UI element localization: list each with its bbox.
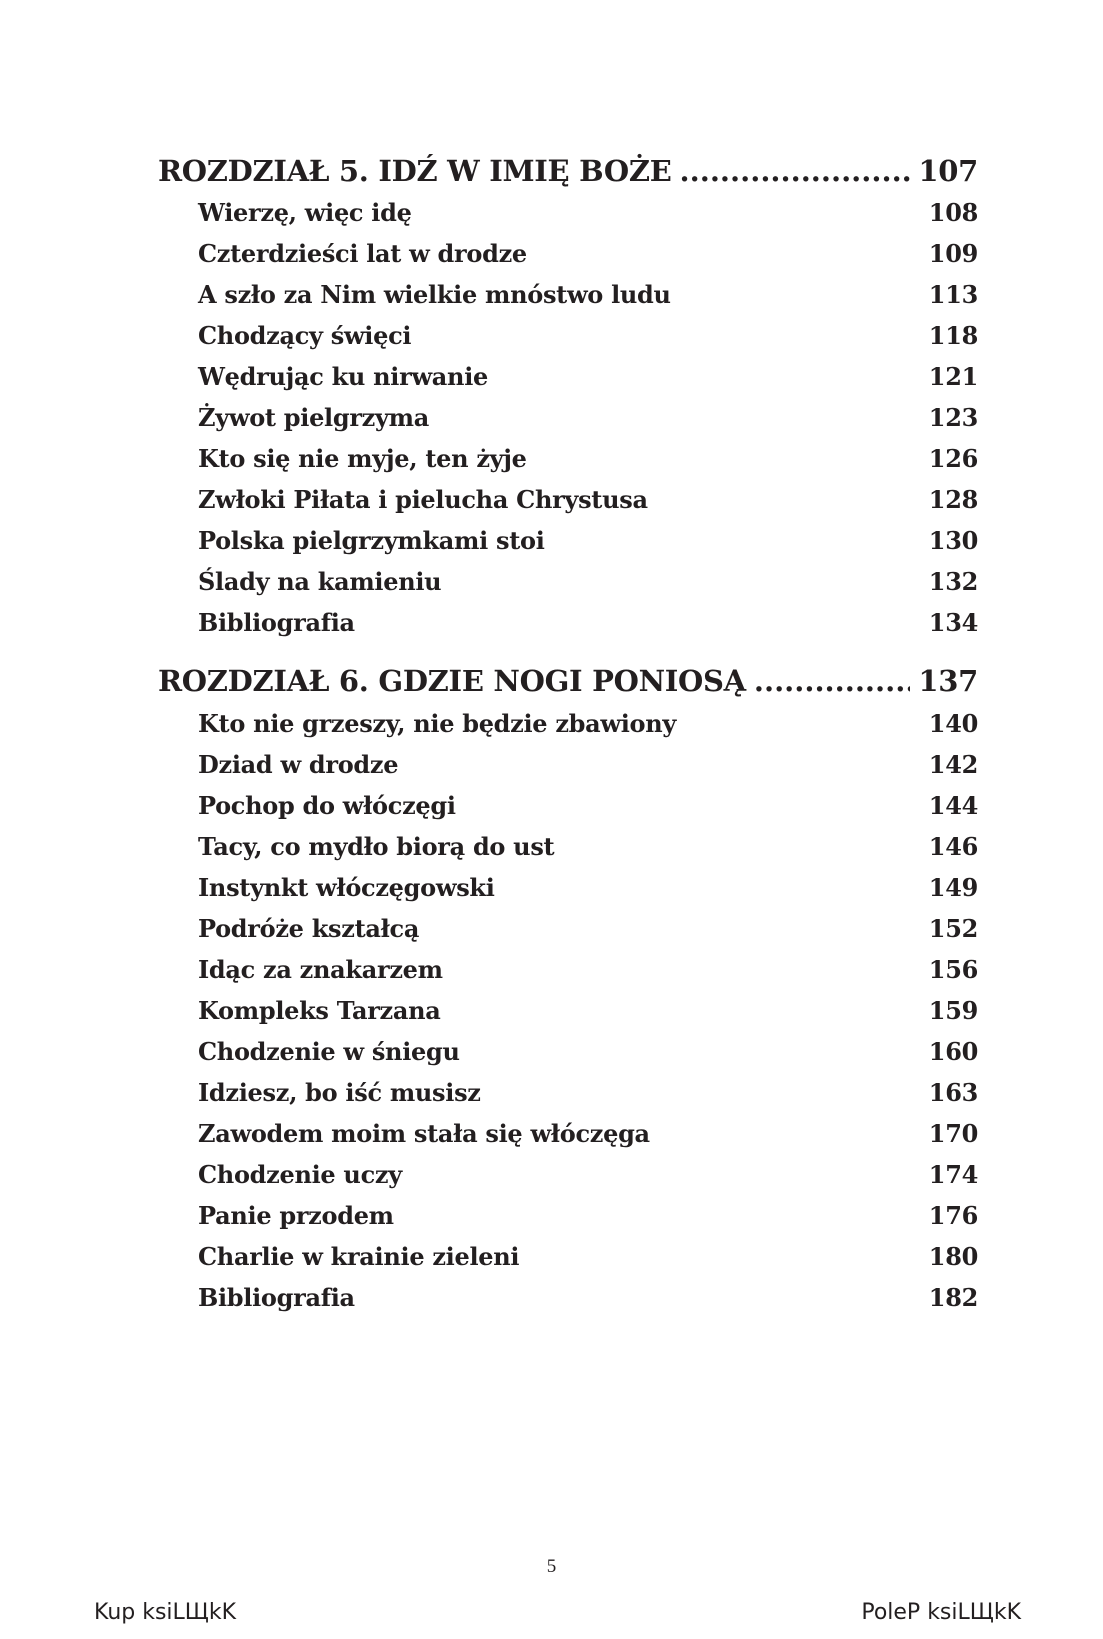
toc-entry[interactable] — [198, 567, 978, 603]
toc-entry[interactable] — [198, 1283, 978, 1319]
toc-entry[interactable] — [198, 485, 978, 521]
entry-page-number: 144 — [928, 791, 978, 820]
recommend-book-link[interactable]: PoleP ksiLЩkK — [861, 1600, 1021, 1625]
entry-page-number: 108 — [928, 198, 978, 227]
entry-page-number: 159 — [928, 996, 978, 1025]
dot-leader — [754, 664, 910, 698]
entry-page-number: 132 — [928, 567, 978, 596]
toc-entry[interactable] — [198, 832, 978, 868]
toc-entry[interactable] — [198, 526, 978, 562]
page-number: 5 — [546, 1556, 557, 1577]
toc-entry[interactable] — [198, 280, 978, 316]
toc-entry[interactable] — [198, 1078, 978, 1114]
chapter-title: ROZDZIAŁ 6. GDZIE NOGI PONIOSĄ — [158, 664, 746, 698]
toc-entry[interactable] — [198, 321, 978, 357]
entry-title: Ślady na kamieniu — [198, 567, 442, 596]
toc-entry[interactable] — [198, 608, 978, 644]
toc-entry[interactable] — [198, 996, 978, 1032]
entry-page-number: 126 — [928, 444, 978, 473]
entry-page-number: 152 — [928, 914, 978, 943]
entry-title: Idziesz, bo iść musisz — [198, 1078, 481, 1107]
entry-page-number: 146 — [928, 832, 978, 861]
entry-page-number: 113 — [928, 280, 978, 309]
entry-title: Zwłoki Piłata i pielucha Chrystusa — [198, 485, 648, 514]
toc-entry[interactable] — [198, 709, 978, 745]
entry-title: Pochop do włóczęgi — [198, 791, 456, 820]
toc-entry[interactable] — [198, 873, 978, 909]
entry-page-number: 149 — [928, 873, 978, 902]
toc-entry[interactable] — [198, 791, 978, 827]
entry-page-number: 176 — [928, 1201, 978, 1230]
entry-title: Wędrując ku nirwanie — [198, 362, 488, 391]
chapter-title: ROZDZIAŁ 5. IDŹ W IMIĘ BOŻE — [158, 154, 672, 188]
entry-page-number: 142 — [928, 750, 978, 779]
toc-entry[interactable] — [198, 1119, 978, 1155]
entry-title: Panie przodem — [198, 1201, 394, 1230]
toc-entry[interactable] — [198, 239, 978, 275]
toc-entry[interactable] — [198, 750, 978, 786]
entry-title: Żywot pielgrzyma — [198, 403, 430, 432]
entry-page-number: 134 — [928, 608, 978, 637]
entry-title: Czterdzieści lat w drodze — [198, 239, 527, 268]
entry-title: Podróże kształcą — [198, 914, 420, 943]
toc-entry[interactable] — [198, 1160, 978, 1196]
entry-page-number: 130 — [928, 526, 978, 555]
entry-title: Kompleks Tarzana — [198, 996, 441, 1025]
entry-title: Chodzenie w śniegu — [198, 1037, 460, 1066]
entry-title: Polska pielgrzymkami stoi — [198, 526, 545, 555]
toc-entry[interactable] — [198, 1037, 978, 1073]
entry-title: Bibliografia — [198, 1283, 355, 1312]
entry-page-number: 118 — [928, 321, 978, 350]
toc-entry[interactable] — [198, 362, 978, 398]
entry-page-number: 182 — [928, 1283, 978, 1312]
entry-title: Chodzący święci — [198, 321, 412, 350]
toc-entry[interactable] — [198, 403, 978, 439]
entry-page-number: 180 — [928, 1242, 978, 1271]
dot-leader — [680, 154, 911, 188]
entry-page-number: 160 — [928, 1037, 978, 1066]
entry-title: Idąc za znakarzem — [198, 955, 443, 984]
entry-page-number: 123 — [928, 403, 978, 432]
chapter-6-heading[interactable] — [158, 664, 978, 704]
entry-title: Kto nie grzeszy, nie będzie zbawiony — [198, 709, 677, 738]
entry-page-number: 174 — [928, 1160, 978, 1189]
entry-page-number: 156 — [928, 955, 978, 984]
entry-title: Charlie w krainie zieleni — [198, 1242, 520, 1271]
entry-page-number: 163 — [928, 1078, 978, 1107]
entry-title: Bibliografia — [198, 608, 355, 637]
buy-book-link[interactable]: Kup ksiLЩkK — [94, 1600, 237, 1625]
toc-entry[interactable] — [198, 1201, 978, 1237]
toc-entry[interactable] — [198, 1242, 978, 1278]
entry-page-number: 128 — [928, 485, 978, 514]
entry-title: Dziad w drodze — [198, 750, 399, 779]
entry-title: Tacy, co mydło biorą do ust — [198, 832, 555, 861]
entry-title: Instynkt włóczęgowski — [198, 873, 495, 902]
chapter-5-heading[interactable] — [158, 154, 978, 194]
toc-entry[interactable] — [198, 198, 978, 234]
entry-page-number: 109 — [928, 239, 978, 268]
chapter-page-number: 107 — [918, 154, 978, 188]
entry-title: Kto się nie myje, ten żyje — [198, 444, 527, 473]
toc-entry[interactable] — [198, 914, 978, 950]
entry-title: Chodzenie uczy — [198, 1160, 402, 1189]
toc-entry[interactable] — [198, 444, 978, 480]
entry-title: Zawodem moim stała się włóczęga — [198, 1119, 650, 1148]
entry-title: A szło za Nim wielkie mnóstwo ludu — [198, 280, 671, 309]
toc-entry[interactable] — [198, 955, 978, 991]
entry-page-number: 121 — [928, 362, 978, 391]
entry-page-number: 140 — [928, 709, 978, 738]
chapter-page-number: 137 — [918, 664, 978, 698]
entry-page-number: 170 — [928, 1119, 978, 1148]
entry-title: Wierzę, więc idę — [198, 198, 412, 227]
